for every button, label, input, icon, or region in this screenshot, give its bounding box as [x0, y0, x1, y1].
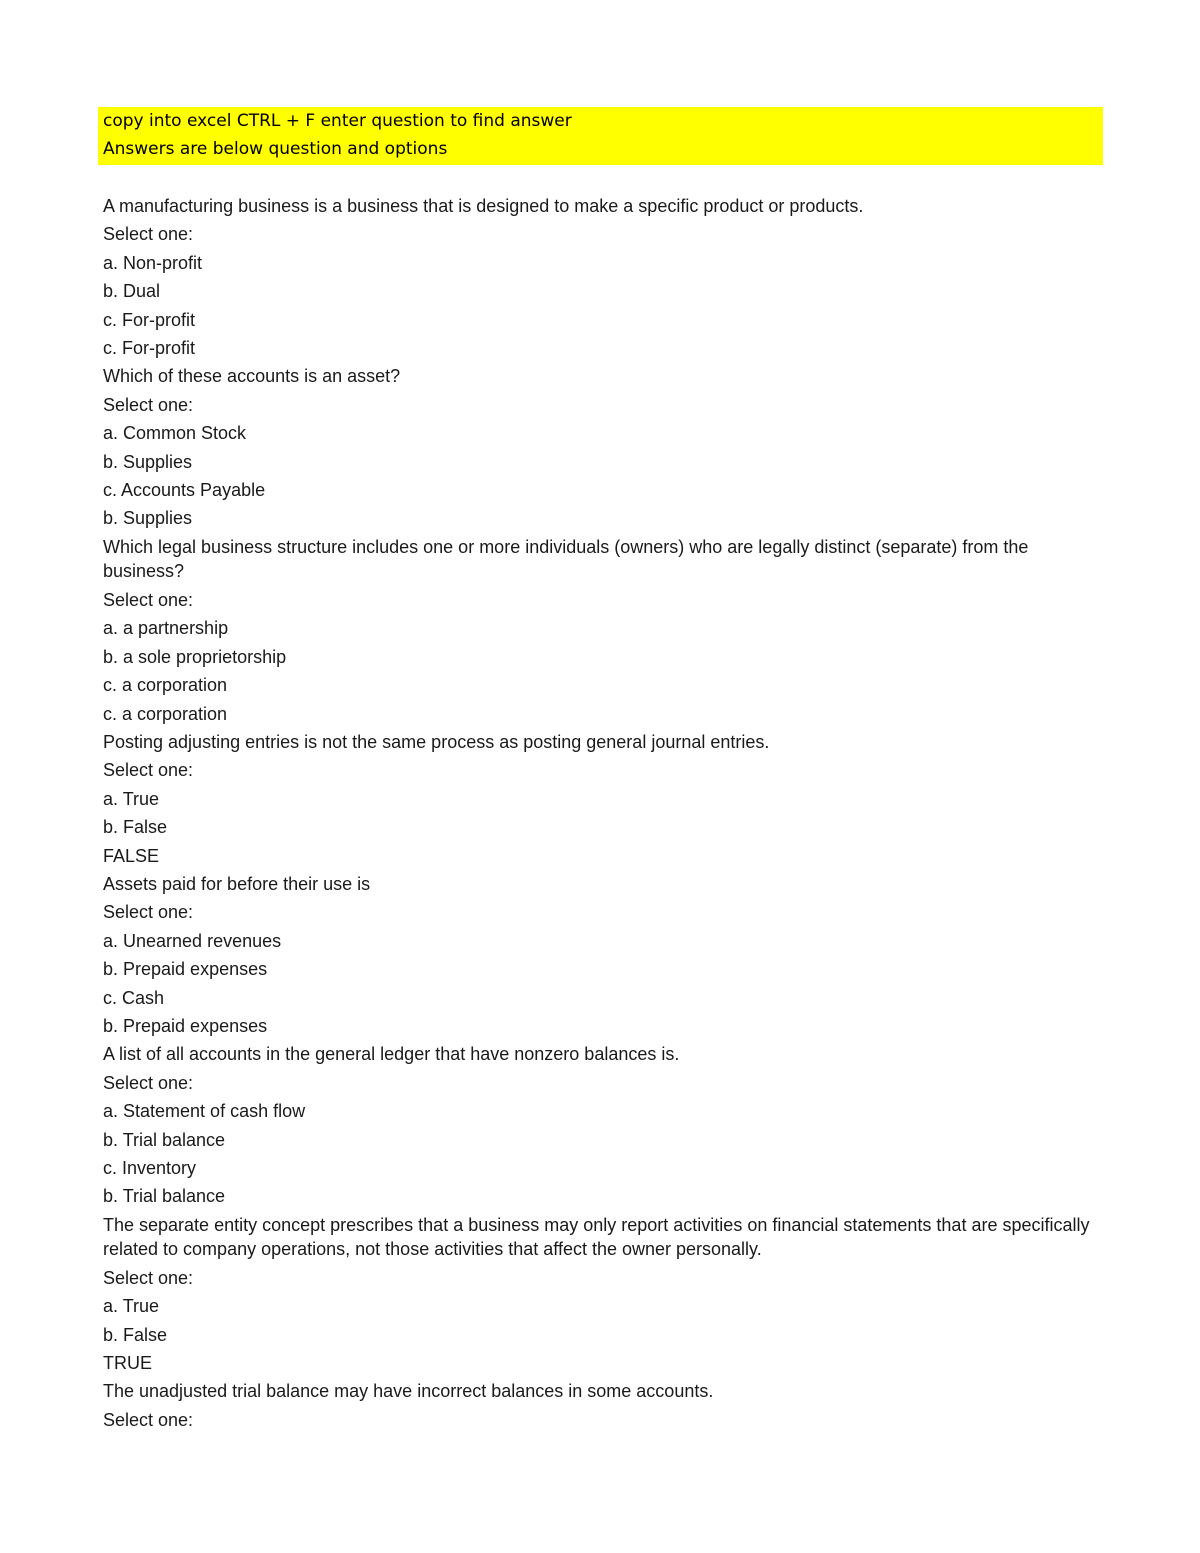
- question-text: Which of these accounts is an asset?: [103, 366, 401, 387]
- option: a. a partnership: [103, 618, 229, 639]
- answer: c. For-profit: [103, 338, 196, 359]
- answer: FALSE: [103, 845, 160, 866]
- option: c. Cash: [103, 987, 165, 1008]
- option: b. a sole proprietorship: [103, 646, 287, 667]
- option: a. True: [103, 1296, 160, 1317]
- question-text: Which legal business structure includes one or more individuals (owners) who are legally distinct (separate) from the business?: [103, 536, 1029, 581]
- select-one-label: Select one:: [103, 394, 194, 415]
- answer: TRUE: [103, 1353, 152, 1374]
- answer: b. Trial balance: [103, 1186, 226, 1207]
- option: b. Supplies: [103, 451, 193, 472]
- question-text: Posting adjusting entries is not the same process as posting general journal entries.: [103, 731, 770, 752]
- instruction-banner: [98, 107, 1103, 165]
- option: a. Statement of cash flow: [103, 1101, 306, 1122]
- question-text: A list of all accounts in the general ledger that have nonzero balances is.: [103, 1044, 680, 1065]
- question-text: A manufacturing business is a business that is designed to make a specific product or products.: [103, 196, 864, 216]
- select-one-label: Select one:: [103, 224, 194, 245]
- select-one-label: Select one:: [103, 902, 194, 923]
- answer: c. a corporation: [103, 703, 228, 724]
- option: b. False: [103, 1324, 168, 1345]
- banner-line-2: Answers are below question and options: [103, 139, 448, 159]
- select-one-label: Select one:: [103, 1267, 194, 1288]
- option: c. For-profit: [103, 309, 196, 330]
- question-list: [103, 192, 1093, 1434]
- option: b. Prepaid expenses: [103, 959, 268, 980]
- question-text: The unadjusted trial balance may have incorrect balances in some accounts.: [103, 1381, 714, 1402]
- select-one-label: Select one:: [103, 1409, 194, 1430]
- question-text: The separate entity concept prescribes that a business may only report activities on financial statements that are specifically related to company operations, not those activities that affect the owner personally.: [103, 1214, 1090, 1259]
- option: c. Accounts Payable: [103, 480, 266, 501]
- option: a. True: [103, 788, 160, 809]
- question-text: Assets paid for before their use is: [103, 873, 371, 894]
- option: b. Dual: [103, 281, 161, 302]
- option: b. False: [103, 817, 168, 838]
- answer: b. Supplies: [103, 508, 193, 529]
- banner-line-1: copy into excel CTRL + F enter question to find answer: [103, 111, 572, 131]
- select-one-label: Select one:: [103, 1072, 194, 1093]
- select-one-label: Select one:: [103, 589, 194, 610]
- option: c. a corporation: [103, 675, 228, 696]
- option: a. Common Stock: [103, 423, 247, 444]
- option: b. Trial balance: [103, 1129, 226, 1150]
- answer: b. Prepaid expenses: [103, 1015, 268, 1036]
- option: a. Non-profit: [103, 252, 203, 273]
- option: c. Inventory: [103, 1158, 197, 1178]
- select-one-label: Select one:: [103, 760, 194, 781]
- option: a. Unearned revenues: [103, 930, 282, 951]
